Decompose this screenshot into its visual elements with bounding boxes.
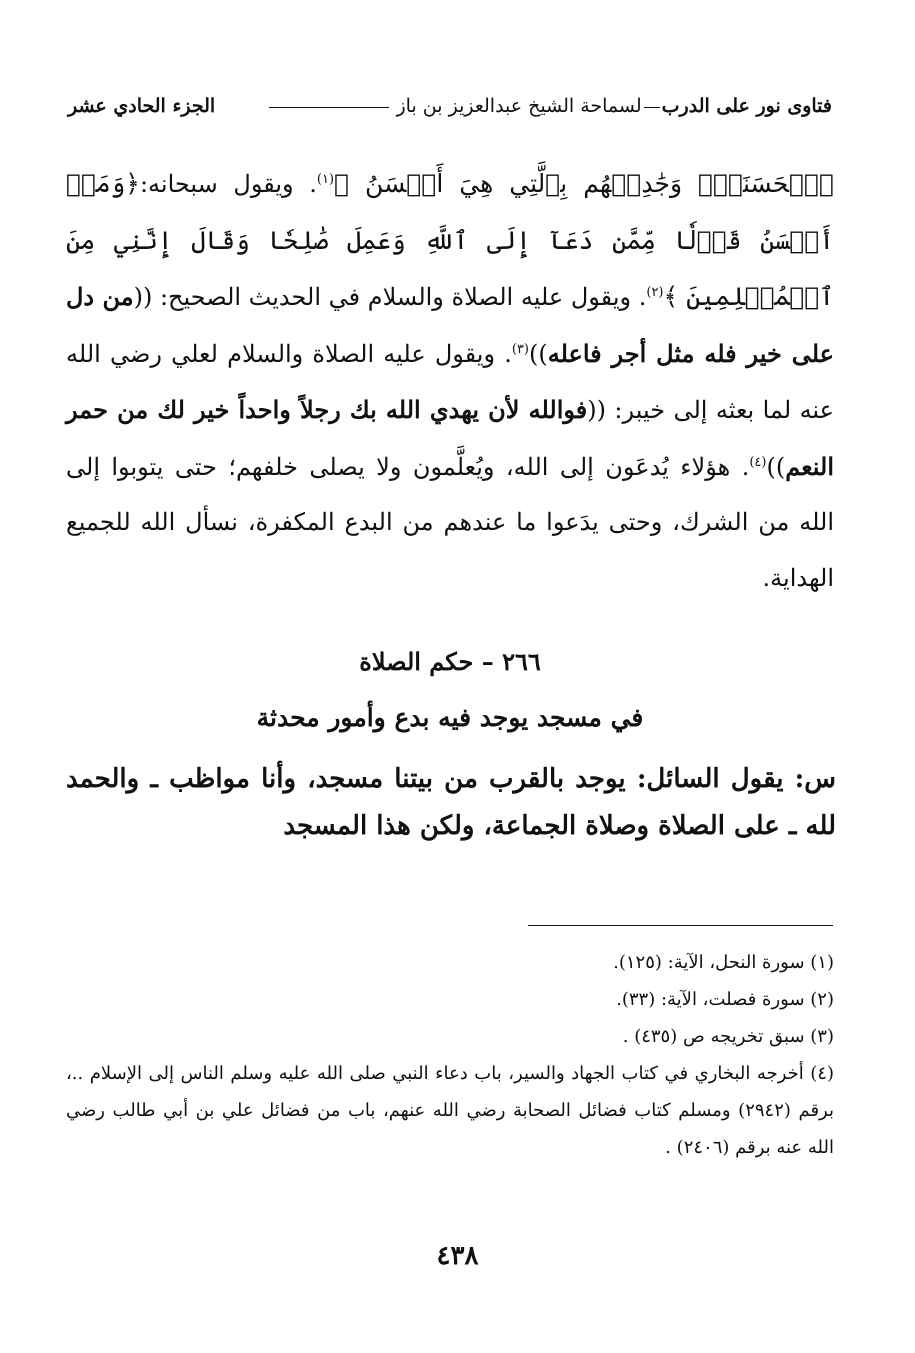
footnotes xyxy=(66,944,834,1166)
footnote-3: (٣) سبق تخريجه ص (٤٣٥) . xyxy=(622,1026,834,1047)
footnote-4: (٤) أخرجه البخاري في كتاب الجهاد والسير، باب دعاء النبي صلى الله عليه وسلم الناس إلى الإسلام ..، برقم (٢٩٤٢) ومسلم كتاب فضائل الصحابة رضي الله عنهم، باب من فضائل علي بن أبي طالب رضي الله عنه برقم (٢٤٠٦) . xyxy=(66,1063,834,1158)
body-text-5: )) xyxy=(766,452,786,481)
quran-verse-1: ٱلۡحَسَنَةِۖ وَجَٰدِلۡهُم بِٱلَّتِي هِيَ أَحۡسَنُ ﴾ xyxy=(334,169,834,198)
body-paragraph xyxy=(66,156,834,606)
quran-verse-2: ﴿وَمَنۡ أَحۡسَنُ قَوۡلٗا مِّمَّن دَعَآ إِلَى ٱللَّهِ وَعَمِلَ صَٰلِحٗا وَقَالَ إِنَّنِي مِنَ ٱلۡمُسۡلِمِينَ ﴾ xyxy=(66,169,834,311)
body-text-4: . ويقول عليه الصلاة والسلام لعلي رضي الله عنه لما بعثه إلى خيبر: (( xyxy=(66,339,834,424)
question-text: س: يقول السائل: يوجد بالقرب من بيتنا مسجد، وأنا مواظب ـ والحمد لله ـ على الصلاة وصلاة الجماعة، ولكن هذا المسجد xyxy=(66,764,836,841)
body-text-1: . ويقول سبحانه: xyxy=(139,170,317,198)
header-rule xyxy=(269,107,389,108)
page-number: ٤٣٨ xyxy=(436,1241,479,1271)
body-text-2: . ويقول عليه الصلاة والسلام في الحديث الصحيح: (( xyxy=(133,283,647,311)
footnote-ref-1: (١) xyxy=(316,172,335,187)
header-book-title: فتاوى نور على الدرب xyxy=(661,95,832,117)
header-dash xyxy=(644,107,660,108)
footnote-ref-3: (٣) xyxy=(511,341,529,357)
header-part: الجزء الحادي عشر xyxy=(68,95,216,117)
body-text-6: . xyxy=(741,452,750,481)
footnote-2: (٢) سورة فصلت، الآية: (٣٣). xyxy=(616,989,834,1010)
hadith-2: فوالله لأن يهدي الله بك رجلاً واحداً خير لك من حمر النعم xyxy=(66,395,834,481)
footnote-ref-4: (٤) xyxy=(749,454,767,470)
footnote-separator xyxy=(528,925,833,926)
body-text-3: )) xyxy=(529,339,548,368)
footnote-1: (١) سورة النحل، الآية: (١٢٥). xyxy=(613,952,834,973)
footnote-ref-2: (٢) xyxy=(646,285,664,300)
running-header xyxy=(68,88,832,124)
hadith-1: من دل على خير فله مثل أجر فاعله xyxy=(65,282,834,368)
body-text-7: هؤلاء يُدعَون إلى الله، ويُعلَّمون ولا يصلى خلفهم؛ حتى يتوبوا إلى الله من الشرك، وحتى يدَعوا ما عندهم من البدع المكفرة، نسأل الله للجميع الهداية. xyxy=(66,452,834,592)
header-author: لسماحة الشيخ عبدالعزيز بن باز xyxy=(396,95,642,117)
section-title-line2: في مسجد يوجد فيه بدع وأمور محدثة xyxy=(256,703,644,732)
section-title-line1: ٢٦٦ – حكم الصلاة xyxy=(359,647,541,676)
